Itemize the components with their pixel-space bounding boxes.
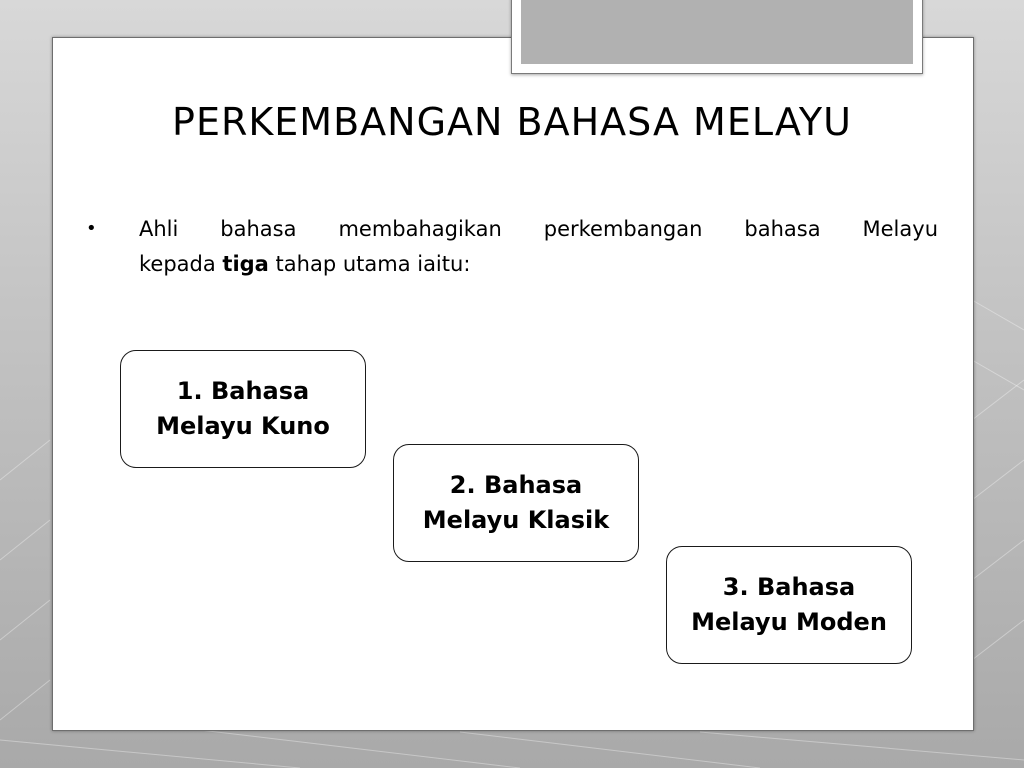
- stage-3-line-2: Melayu Moden: [691, 608, 887, 636]
- stage-1-line-2: Melayu Kuno: [156, 412, 330, 440]
- bullet-text-prefix: kepada: [139, 252, 223, 276]
- stage-2-line-1: 2. Bahasa: [449, 471, 583, 499]
- stage-box-kuno: [120, 350, 366, 468]
- stage-box-klasik: [393, 444, 639, 562]
- top-decorative-tab: [511, 0, 923, 74]
- bullet-text-emphasis: tiga: [222, 252, 269, 276]
- bullet-marker: •: [86, 218, 97, 239]
- bullet-text-line-1: Ahli bahasa membahagikan perkembangan bahasa Melayu: [139, 217, 938, 241]
- stage-3-line-1: 3. Bahasa: [722, 573, 856, 601]
- bullet-text-line-2: [139, 247, 938, 282]
- stage-2-line-2: Melayu Klasik: [422, 506, 610, 534]
- bullet-text-suffix: tahap utama iaitu:: [268, 252, 471, 276]
- stage-box-moden: [666, 546, 912, 664]
- stage-1-line-1: 1. Bahasa: [176, 377, 310, 405]
- top-tab-fill: [521, 0, 913, 64]
- bullet-text: [139, 212, 938, 282]
- slide-title: PERKEMBANGAN BAHASA MELAYU: [172, 100, 852, 144]
